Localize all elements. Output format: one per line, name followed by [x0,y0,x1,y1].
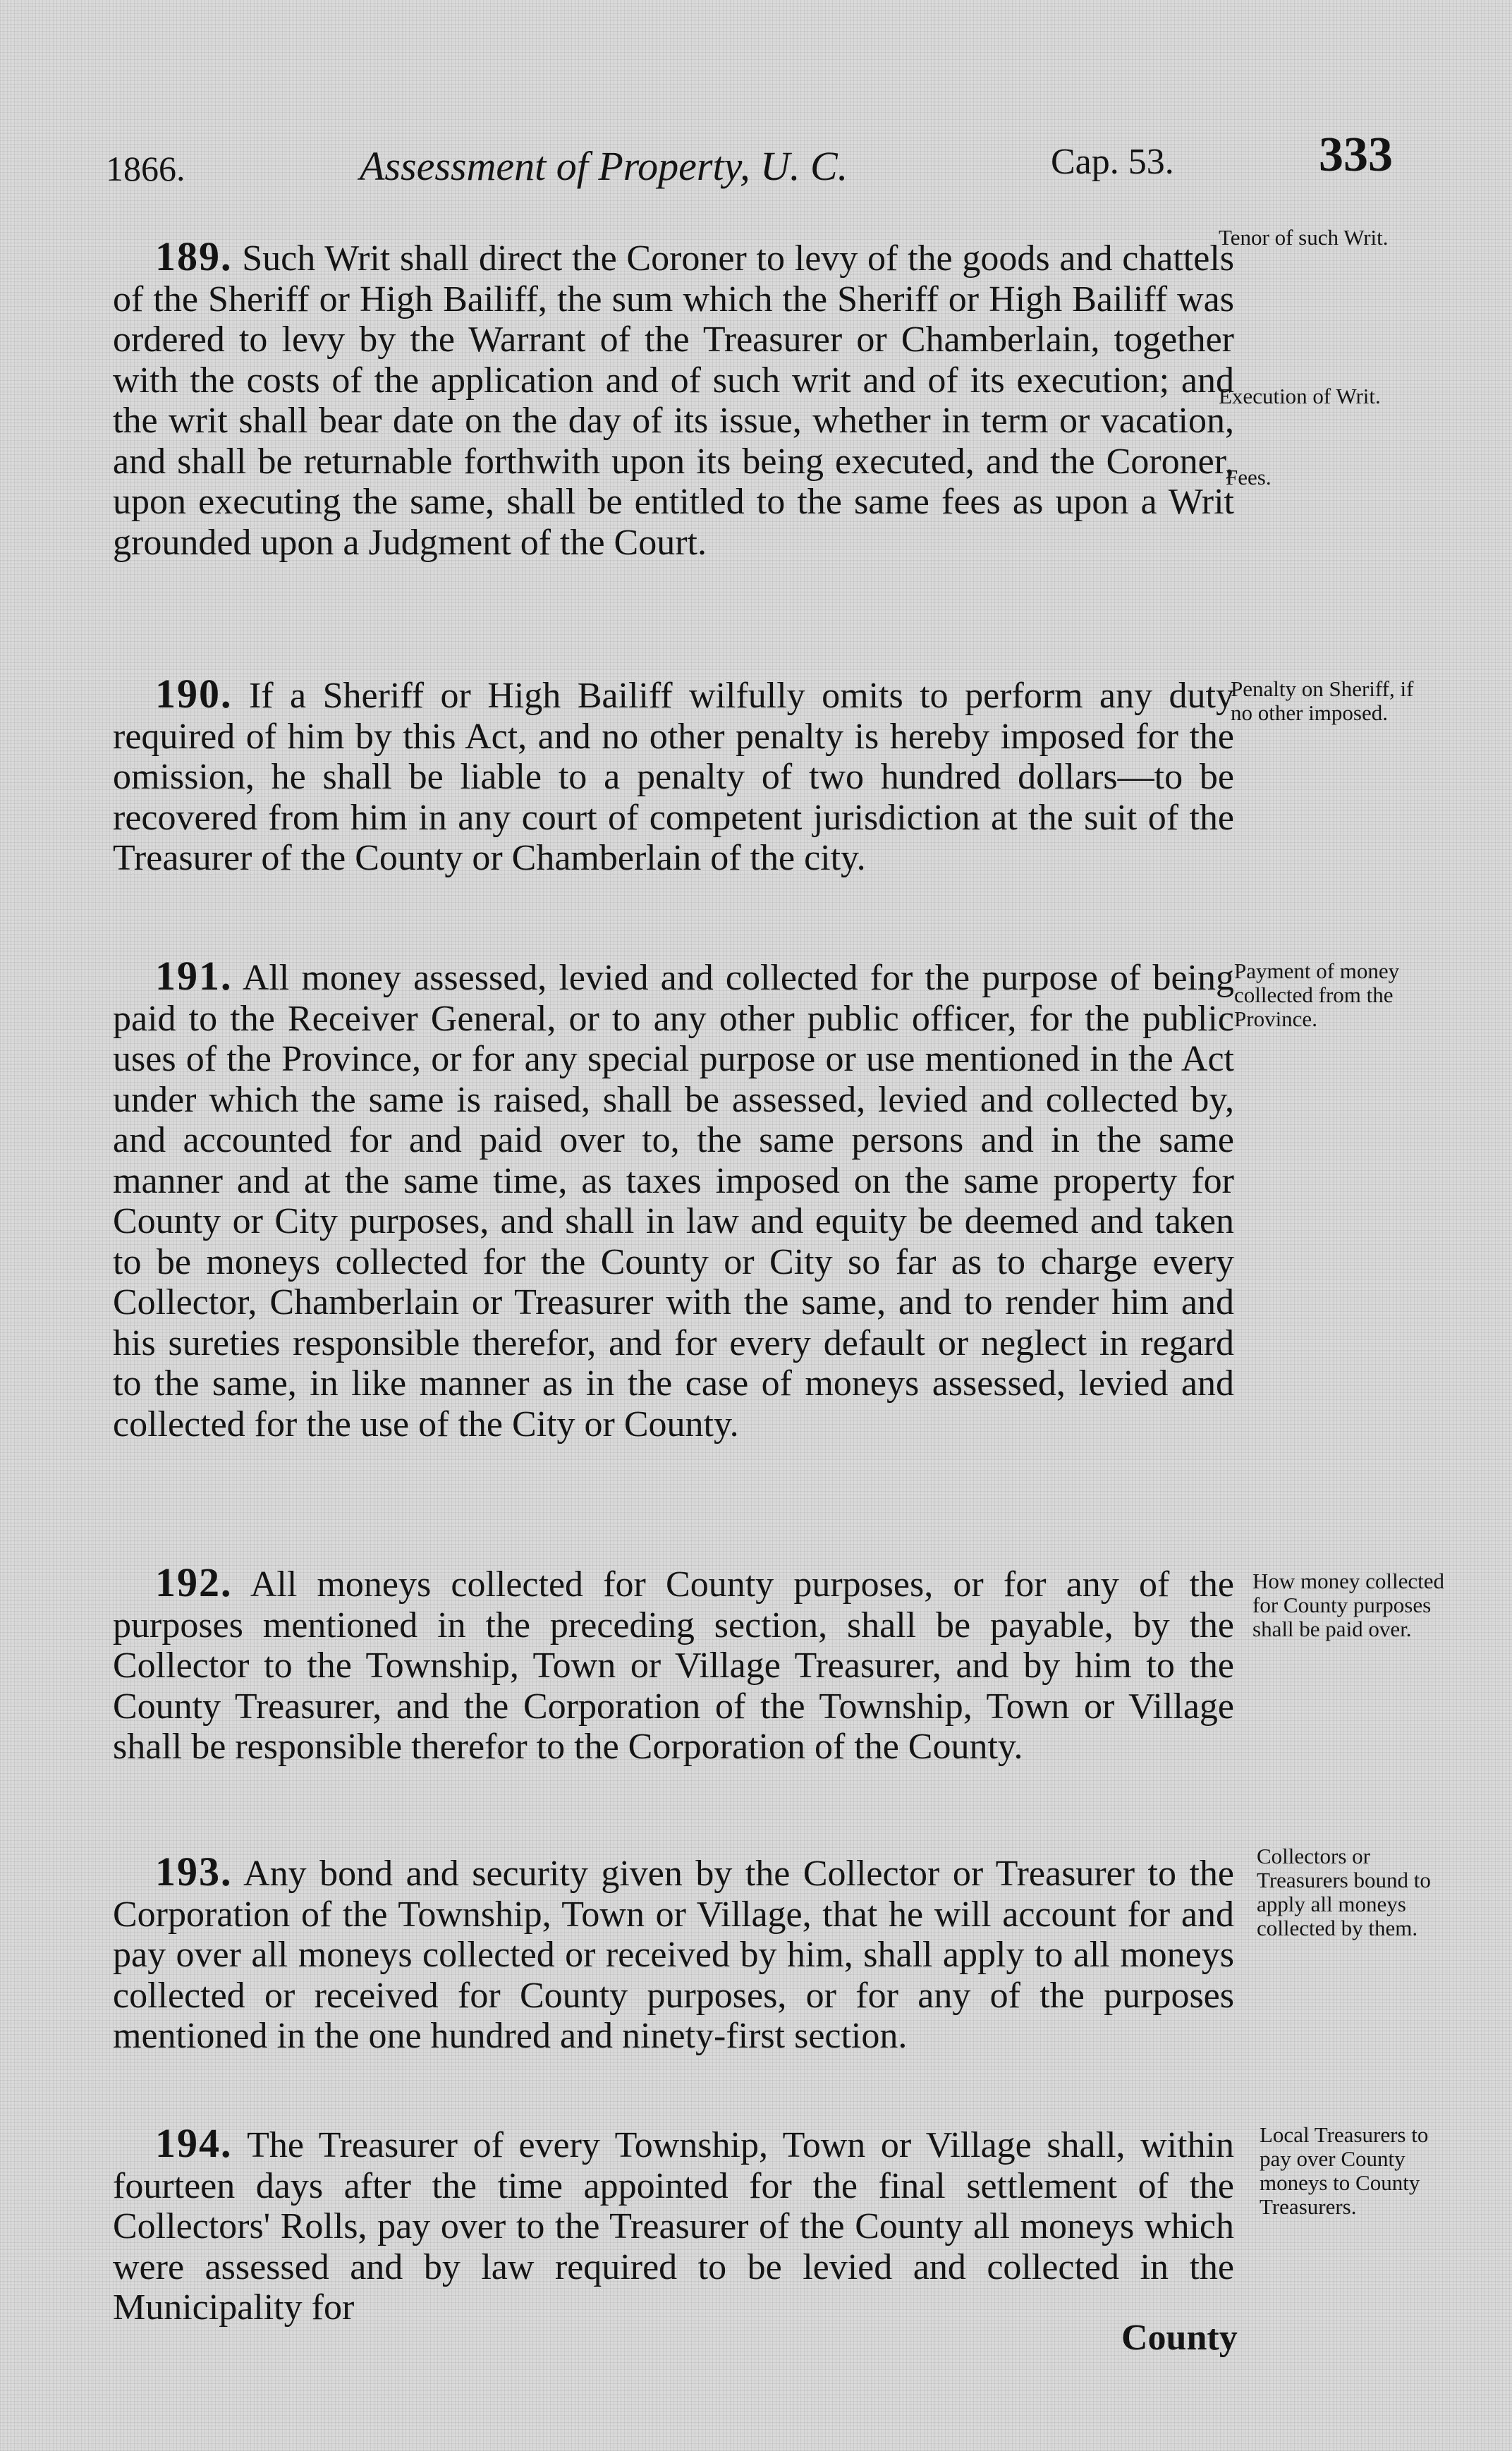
section-text: Any bond and security given by the Collector or Treasurer to the Corporation of the Township, Town or Village, that he will account for and pay over all moneys collected or received by him, shall apply to all moneys collected or received for County purposes, or for any of the purposes mentioned in the one hundred and ninety-first section. [113,1854,1234,2056]
marginal-note: Execution of Writ. [1219,384,1381,408]
catchword: County [1121,2318,1238,2358]
page-number: 333 [1319,128,1393,182]
section-192 [113,1559,1234,1768]
section-text: Such Writ shall direct the Coroner to levy of the goods and chattels of the Sheriff or High Bailiff, the sum which the Sheriff or High Bailiff was ordered to levy by the Warrant of the Treasurer or Chamberlain, together with the costs of the application and of such writ and of its execution; and the writ shall bear date on the day of its issue, whether in term or vacation, and shall be returnable forthwith upon its being executed, and the Coroner, upon executing the same, shall be entitled to the same fees as upon a Writ grounded upon a Judgment of the Court. [113,238,1235,563]
marginal-note: Payment of money collected from the Province. [1234,959,1400,1031]
section-189 [113,233,1235,563]
section-number: 193. [155,1849,233,1894]
section-number: 194. [155,2120,233,2166]
section-number: 190. [155,671,233,717]
marginal-note: Collectors or Treasurers bound to apply all moneys collected by them. [1257,1844,1431,1940]
section-191 [113,953,1234,1445]
section-text: If a Sheriff or High Bailiff wilfully omits to perform any duty required of him by this Act, and no other penalty is hereby imposed for the omission, he shall be liable to a penalty of two hundred dollars—to be recovered from him in any court of competent jurisdiction at the suit of the Treasurer of the County or Chamberlain of the city. [113,676,1234,878]
marginal-note: Fees. [1226,465,1272,489]
section-text: All money assessed, levied and collected for the purpose of being paid to the Receiver General, or to any other public officer, for the public uses of the Province, or for any special purpose or use mentioned in the Act under which the same is raised, shall be assessed, levied and collected by, and accounted for and paid over to, the same persons and in the same manner and at the same time, as taxes imposed on the same property for County or City purposes, and shall in law and equity be deemed and taken to be moneys collected for the County or City so far as to charge every Collector, Chamberlain or Treasurer with the same, and to render him and his sureties responsible therefor, and for every default or neglect in regard to the same, in like manner as in the case of moneys assessed, levied and collected for the use of the City or County. [113,958,1234,1445]
header-title: Assessment of Property, U. C. [360,143,848,189]
marginal-note: Penalty on Sheriff, if no other imposed. [1231,676,1414,725]
marginal-note: How money collected for County purposes shall be paid over. [1252,1569,1445,1641]
section-194 [113,2120,1234,2328]
section-number: 189. [155,233,233,279]
header-chapter: Cap. 53. [1051,142,1174,182]
section-number: 192. [155,1559,233,1605]
section-193 [113,1851,1234,2057]
marginal-note: Tenor of such Writ. [1219,225,1389,250]
marginal-note: Local Treasurers to pay over County moneys to County Treasurers. [1260,2122,1429,2219]
page-header [106,128,1418,197]
section-text: All moneys collected for County purposes, or for any of the purposes mentioned in the preceding section, shall be payable, by the Collector to the Township, Town or Village Treasurer, and by him to the County Treasurer, and the Corporation of the Township, Town or Village shall be responsible therefor to the Corporation of the County. [113,1564,1234,1767]
header-year: 1866. [106,149,185,188]
section-text: The Treasurer of every Township, Town or Village shall, within fourteen days after the time appointed for the final settlement of the Collectors' Rolls, pay over to the Treasurer of the County all moneys which were assessed and by law required to be levied and collected in the Municipality for [113,2125,1234,2328]
section-190 [113,671,1234,879]
section-number: 191. [155,953,233,999]
